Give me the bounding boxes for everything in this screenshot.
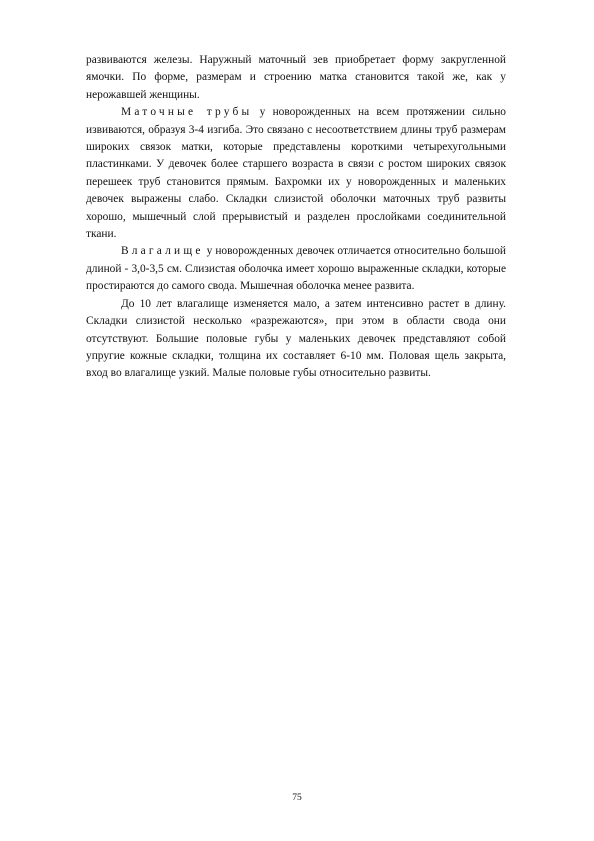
paragraph-fallopian-tubes bbox=[86, 104, 506, 243]
paragraph-text: развиваются железы. Наружный маточный зев приобретает форму закругленной ямочки. По форме, размерам и строению матка становится такой же, как у нерожавшей женщины. bbox=[86, 54, 506, 101]
paragraph-uterus-continued bbox=[86, 52, 506, 104]
paragraph-text: у новорожденных на всем протяжении сильно извиваются, образуя 3-4 изгиба. Это связано с несоответствием длины труб размерам широких связок матки, которые представлены короткими четырехугольными пластинками. У девочек более старшего возраста в связи с ростом широких связок перешеек труб становится прямым. Бахромки их у новорожденных и маленьких девочек выражены слабо. Складки слизистой оболочки маточных труб развиты хорошо, мышечный слой прерывистый и разделен прослойками соединительной ткани. bbox=[86, 106, 506, 241]
document-body bbox=[86, 52, 506, 383]
paragraph-development bbox=[86, 296, 506, 383]
paragraph-text: До 10 лет влагалище изменяется мало, а затем интенсивно растет в длину. Складки слизистой несколько «разрежаются», при этом в области свода они отсутствуют. Большие половые губы у маленьких девочек представляют собой упругие кожные складки, толщина их составляет 6-10 мм. Половая щель закрыта, вход во влагалище узкий. Малые половые губы относительно развиты. bbox=[86, 297, 506, 380]
paragraph-text: у новорожденных девочек отличается относительно большой длиной - 3,0-3,5 см. Слизистая оболочка имеет хорошо выраженные складки, которые простираются до самого свода. Мышечная оболочка менее развита. bbox=[86, 245, 506, 293]
term-fallopian-tubes: Маточные трубы bbox=[121, 106, 253, 119]
page-number: 75 bbox=[292, 793, 302, 803]
term-vagina: Влагалище bbox=[121, 245, 204, 258]
paragraph-vagina bbox=[86, 243, 506, 295]
